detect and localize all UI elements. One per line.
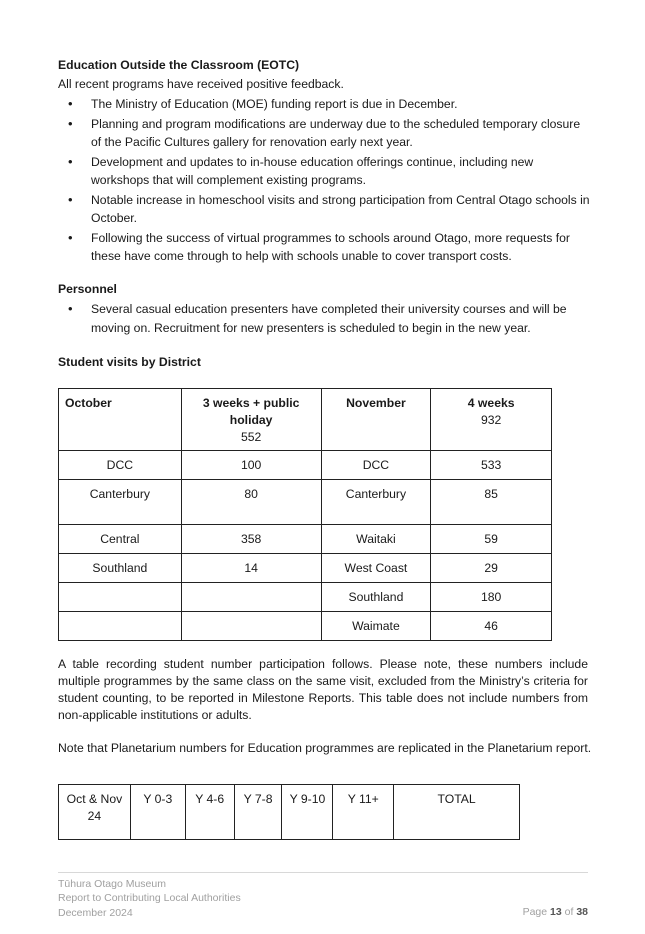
- personnel-heading: Personnel: [58, 282, 117, 296]
- visits-table: [58, 388, 552, 641]
- list-item: • Several casual education presenters have completed their university courses and will be moving on. Recruitment for new presenters is scheduled to begin in the new year.: [68, 301, 567, 335]
- table-row: Southland 14 West Coast 29: [59, 554, 552, 583]
- total-header-cell: TOTAL: [394, 785, 520, 840]
- table-header-row: [59, 389, 552, 451]
- bullet-icon: •: [68, 301, 73, 316]
- footer-report: Report to Contributing Local Authorities: [58, 892, 241, 904]
- year-level-table: [58, 784, 520, 840]
- list-item: • Notable increase in homeschool visits and strong participation from Central Otago schools in October.: [68, 191, 590, 225]
- y7-8-header-cell: Y 7-8: [234, 785, 282, 840]
- footer-divider: [58, 872, 588, 873]
- nov-header-cell: November: [321, 389, 431, 451]
- table-header-row: [59, 785, 520, 840]
- table-row: Waimate 46: [59, 612, 552, 641]
- list-item: • Planning and program modifications are underway due to the scheduled temporary closure of the Pacific Cultures gallery for renovation early next year.: [68, 115, 581, 149]
- participation-note: A table recording student number participation follows. Please note, these numbers include multiple programmes by the same class on the same visit, excluded from the Ministry’s criteria for student counting, to be reported in Milestone Reports. This table does not include numbers from non-applicable institutions or adults.: [58, 657, 588, 722]
- table-row: Southland 180: [59, 583, 552, 612]
- eotc-bullet-list: [58, 95, 593, 267]
- page-number: Page 13 of 38: [522, 906, 588, 918]
- eotc-heading: Education Outside the Classroom (EOTC): [58, 58, 300, 72]
- bullet-icon: •: [68, 153, 73, 169]
- nov-period-cell: 4 weeks 932: [431, 389, 552, 451]
- footer-date: December 2024: [58, 907, 133, 919]
- planetarium-note: Note that Planetarium numbers for Education programmes are replicated in the Planetarium report.: [58, 741, 592, 755]
- bullet-icon: •: [68, 191, 73, 207]
- table-row: Central 358 Waitaki 59: [59, 525, 552, 554]
- table-row: DCC 100 DCC 533: [59, 451, 552, 480]
- personnel-bullet-list: [58, 300, 593, 338]
- bullet-icon: •: [68, 229, 73, 245]
- list-item: • Following the success of virtual programmes to schools around Otago, more requests for these have come through to help with schools unable to cover transport costs.: [68, 229, 570, 263]
- eotc-intro: All recent programs have received positive feedback.: [58, 77, 344, 91]
- y9-10-header-cell: Y 9-10: [282, 785, 333, 840]
- y11-header-cell: Y 11+: [333, 785, 394, 840]
- list-item: • The Ministry of Education (MOE) funding report is due in December.: [58, 95, 593, 114]
- period-header-cell: Oct & Nov 24: [59, 785, 131, 840]
- y0-3-header-cell: Y 0-3: [130, 785, 185, 840]
- y4-6-header-cell: Y 4-6: [185, 785, 234, 840]
- oct-period-cell: 3 weeks + public holiday 552: [181, 389, 321, 451]
- bullet-icon: •: [68, 115, 73, 131]
- oct-header-cell: October: [59, 389, 182, 451]
- table-row: Canterbury 80 Canterbury 85: [59, 480, 552, 525]
- bullet-icon: •: [68, 96, 73, 111]
- visits-heading: Student visits by District: [58, 355, 201, 369]
- footer-org: Tūhura Otago Museum: [58, 878, 166, 890]
- list-item: • Development and updates to in-house education offerings continue, including new workshops that will complement existing programs.: [68, 153, 534, 187]
